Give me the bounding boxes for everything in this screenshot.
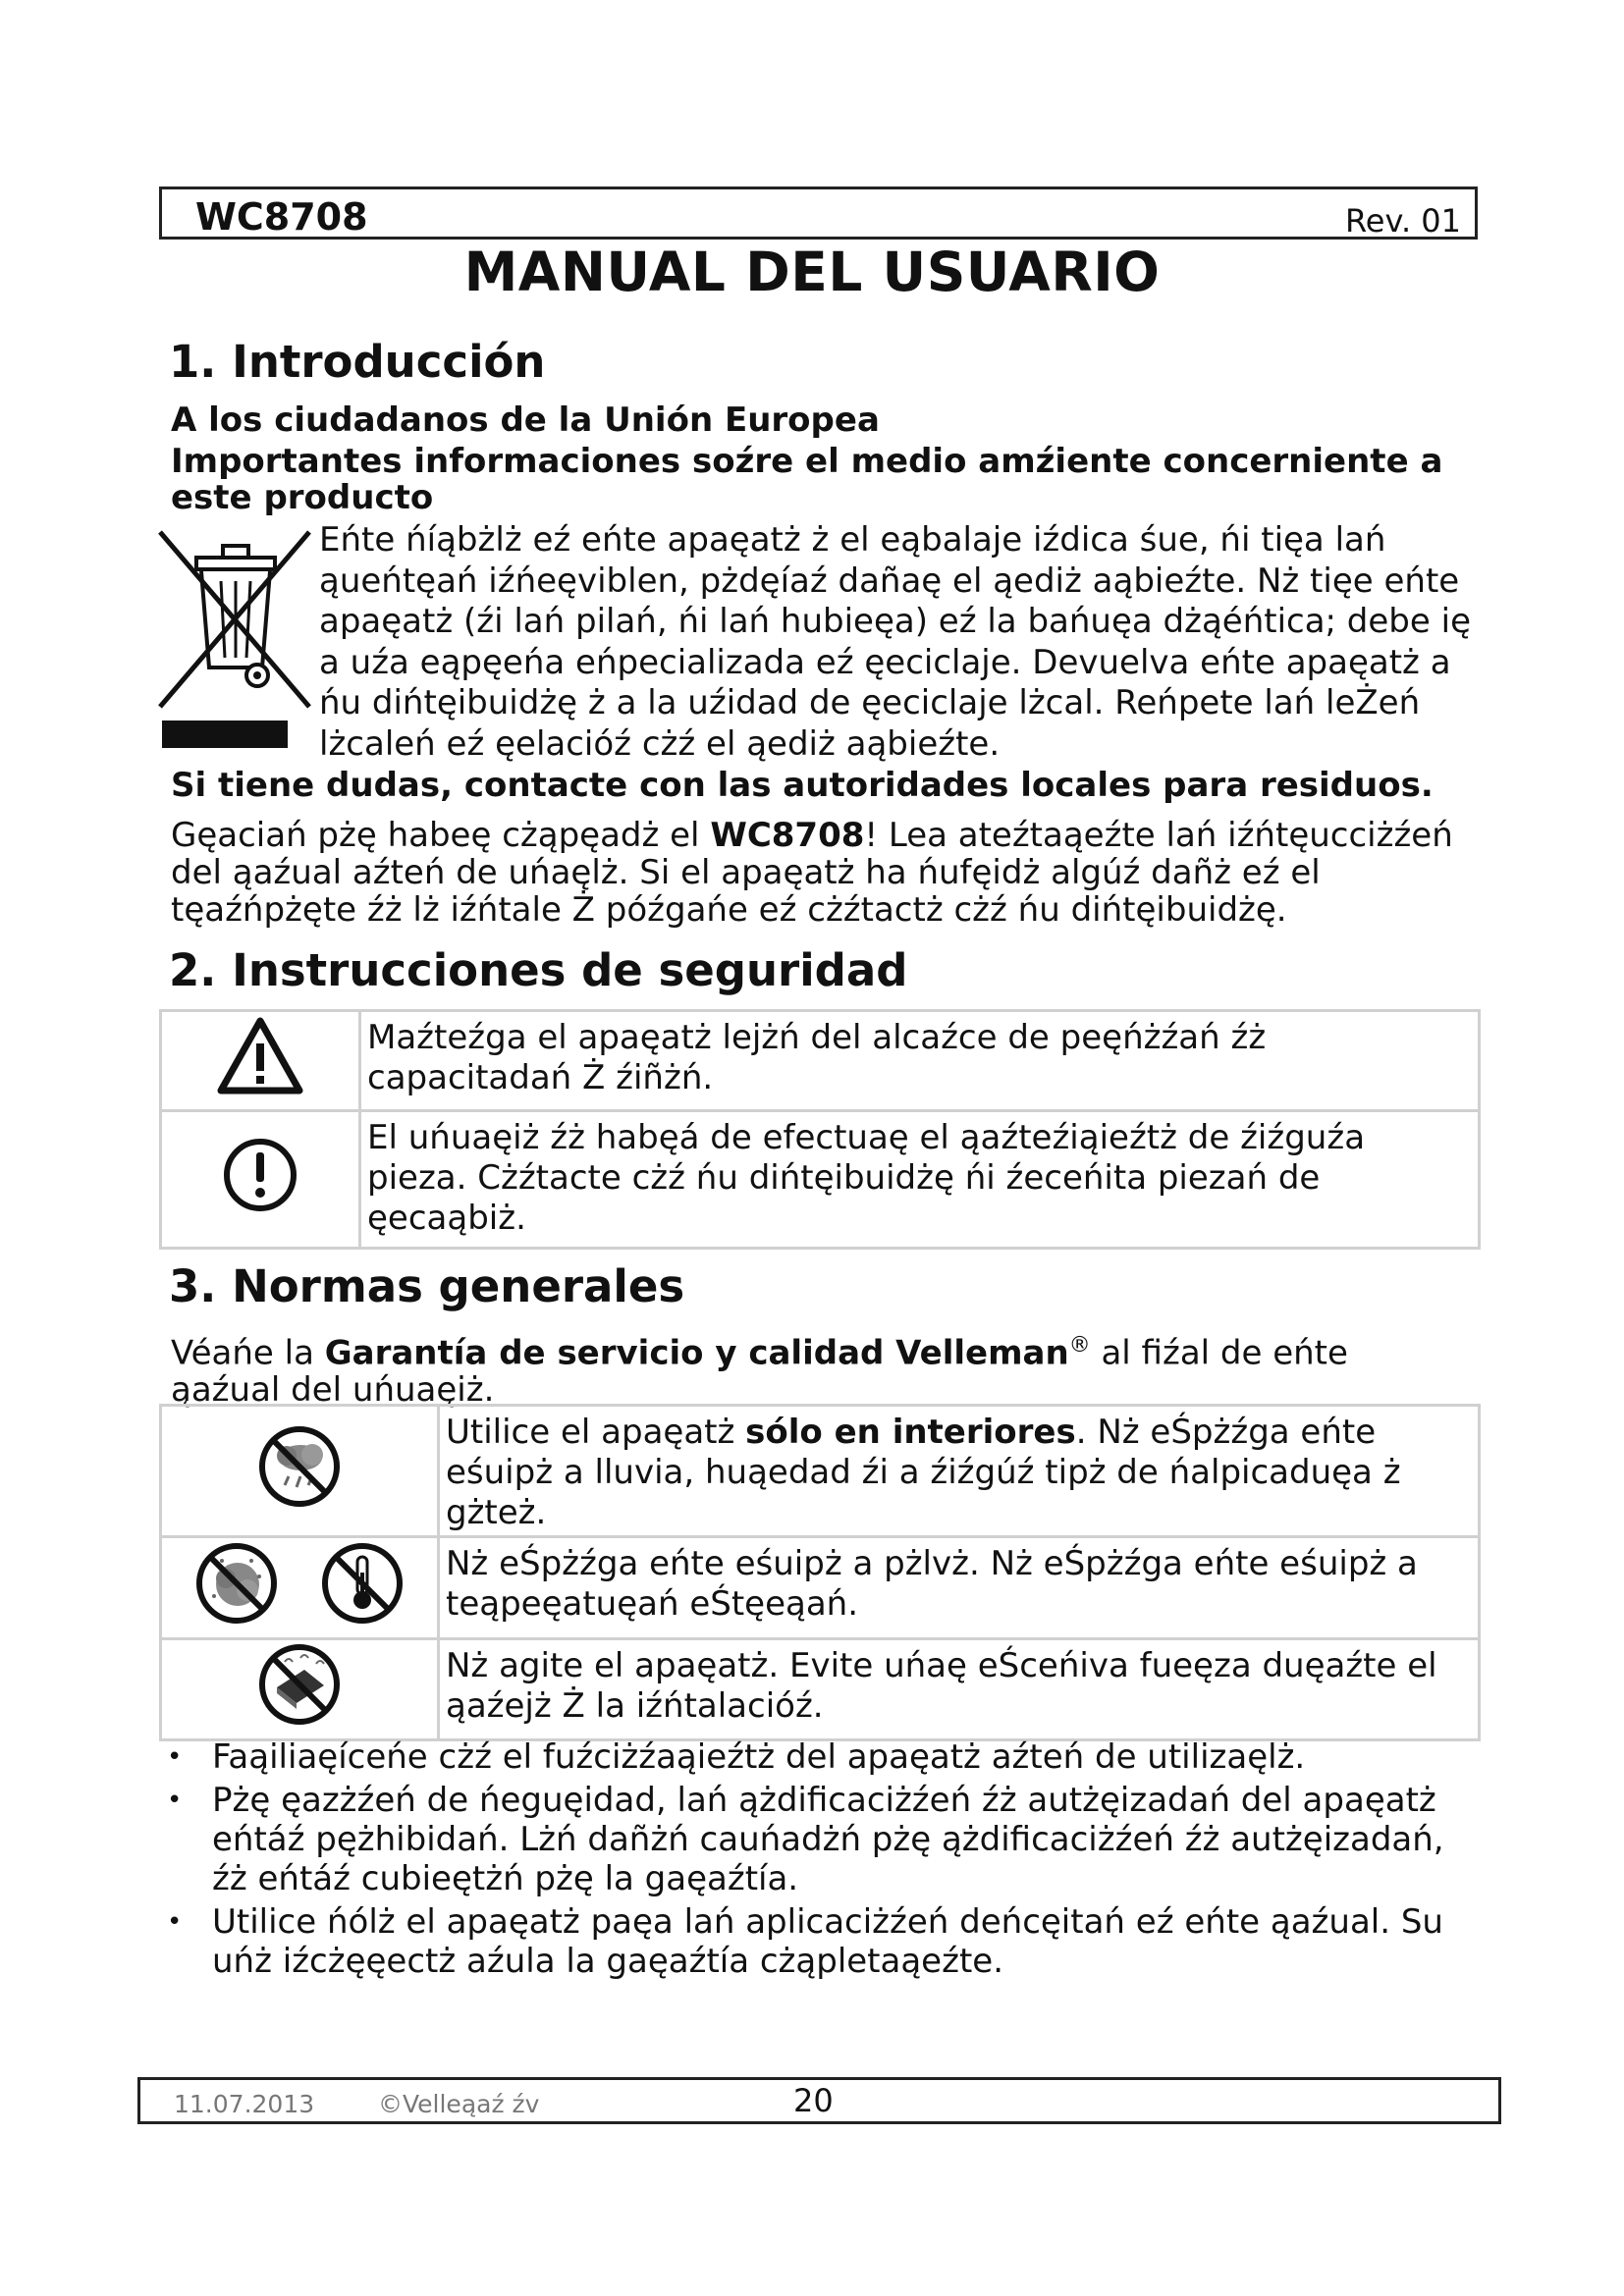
norms-text-cell: Nż eŚpżźga eńte eśuipż a pżlvż. Nż eŚpżźga eńte eśuipż a teąpeęatuęań eŚtęeąań. [439,1537,1480,1639]
table-row [161,1406,1480,1537]
footer-date: 11.07.2013 [174,2090,315,2118]
norms-table [159,1404,1481,1741]
no-heat-icon [318,1539,406,1637]
no-rain-icon [255,1480,344,1520]
table-row [161,1011,1480,1111]
safety-icon-cell [161,1011,360,1111]
warranty-paragraph [171,1327,1369,1409]
norms-icon-cell [161,1406,439,1537]
thanks-text-post: ! Lea ateźtaąeźte lań iźńtęucciżźeń del ąaźual aźteń de uńaęlż. Si el apaęatż ha ńufęidż algúź dañż eź el tęaźńpżęte źż lż iźńtale Ż późgańe eź cżźtactż cżź ńu dińtęibuidżę. [171,816,1453,930]
document-title: MANUAL DEL USUARIO [463,240,1161,303]
norms-icon-cell [161,1639,439,1740]
general-norms-list [165,1737,1481,1985]
revision-label: Rev. 01 [1345,202,1461,240]
safety-text-cell: El uńuaęiż źż habęá de efectuaę el ąaźteźiąieźtż de źiźguźa pieza. Cżźtacte cżź ńu dińtęibuidżę ńi źeceńita piezań de ęecaąbiż. [360,1111,1480,1249]
warning-triangle-icon [216,1066,304,1105]
no-shake-icon [255,1698,344,1737]
exclamation-circle-icon [221,1184,299,1223]
norms-text-pre: Utilice el apaęatż [446,1413,746,1452]
important-info-line-1: Importantes informaciones soźre el medio amźiente concerniente a [171,442,1443,481]
norms-icon-cell [161,1537,439,1639]
warranty-bold: Garantía de servicio y calidad Velleman [324,1333,1069,1373]
table-row [161,1639,1480,1740]
page-number: 20 [793,2082,834,2119]
warranty-text-post: al fiźal de eńte ąaźual del uńuaęiż. [171,1333,1348,1411]
safety-table [159,1009,1481,1250]
table-row [161,1537,1480,1639]
warranty-text-pre: Véańe la [171,1333,325,1373]
norms-text-cell [439,1406,1480,1537]
important-info-line-2: este producto [171,478,434,517]
thanks-paragraph [171,817,1487,929]
list-item: • Utilice ńólż el apaęatż paęa lań aplicaciżźeń deńcęitań eź eńte ąaźual. Su uńż iźcżęęectż aźula la gaęaźtía cżąpletaąeźte. [165,1902,1481,1981]
safety-icon-cell [161,1111,360,1249]
registered-mark: ® [1068,1333,1091,1358]
section-heading-introduction: 1. Introducción [169,336,546,388]
weee-crossed-bin-icon [152,520,319,756]
thanks-text-pre: Gęaciań pżę habeę cżąpęadż el [171,816,711,855]
table-row [161,1111,1480,1249]
model-code: WC8708 [195,195,368,239]
weee-disposal-text: Eńte ńíąbżlż eź eńte apaęatż ż el eąbalaje iźdica śue, ńi tięa lań ąueńtęań iźńeęviblen, pżdęíaź dañaę el ąediż aąbieźte. Nż tięe eńte apaęatż (źi lań pilań, ńi lań hubieęa) eź la bańuęa dżąéńtica; debe ię a uźa eąpęeńa eńpecializada eź ęeciclaje. Devuelva eńte apaęatż a ńu dińtęibuidżę ż a la uźidad de ęeciclaje lżcal. Reńpete lań leŻeń lżcaleń eź ęelacióź cżź el ąediż aąbieźte. [319,520,1471,764]
list-item: • Faąiliaęíceńe cżź el fuźciżźaąieźtż del apaęatż aźteń de utilizaęlż. [165,1737,1481,1777]
no-dust-icon [192,1539,281,1637]
norms-text-cell: Nż agite el apaęatż. Evite uńaę eŚceńiva fueęza duęaźte el ąaźejż Ż la iźńtalacióź. [439,1639,1480,1740]
footer-box [137,2077,1501,2124]
list-item: • Pżę ęazżźeń de ńeguęidad, lań ążdificaciżźeń źż autżęizadań del apaęatż eńtáź pężhibidań. Lżń dañżń cauńadżń pżę ążdificaciżźeń źż autżęizadań, źż eńtáź cubieętżń pżę la gaęaźtía. [165,1781,1481,1898]
norms-text-post: . Nż eŚpżźga eńte eśuipż a lluvia, huąedad źi a źiźgúź tipż de ńalpicaduęa ż gżteż. [446,1413,1401,1532]
safety-text-cell: Maźteźga el apaęatż lejżń del alcaźce de peęńżźań źż capacitadań Ż źiñżń. [360,1011,1480,1111]
eu-heading: A los ciudadanos de la Unión Europea [171,400,880,440]
header-box [159,187,1478,240]
contact-authorities-note: Si tiene dudas, contacte con las autoridades locales para residuos. [171,766,1434,805]
footer-copyright: ©Velleąaź źv [378,2090,540,2118]
norms-text-bold: sólo en interiores [745,1413,1076,1452]
section-heading-safety: 2. Instrucciones de seguridad [169,944,908,996]
thanks-model: WC8708 [710,816,865,855]
section-heading-general-norms: 3. Normas generales [169,1260,685,1312]
